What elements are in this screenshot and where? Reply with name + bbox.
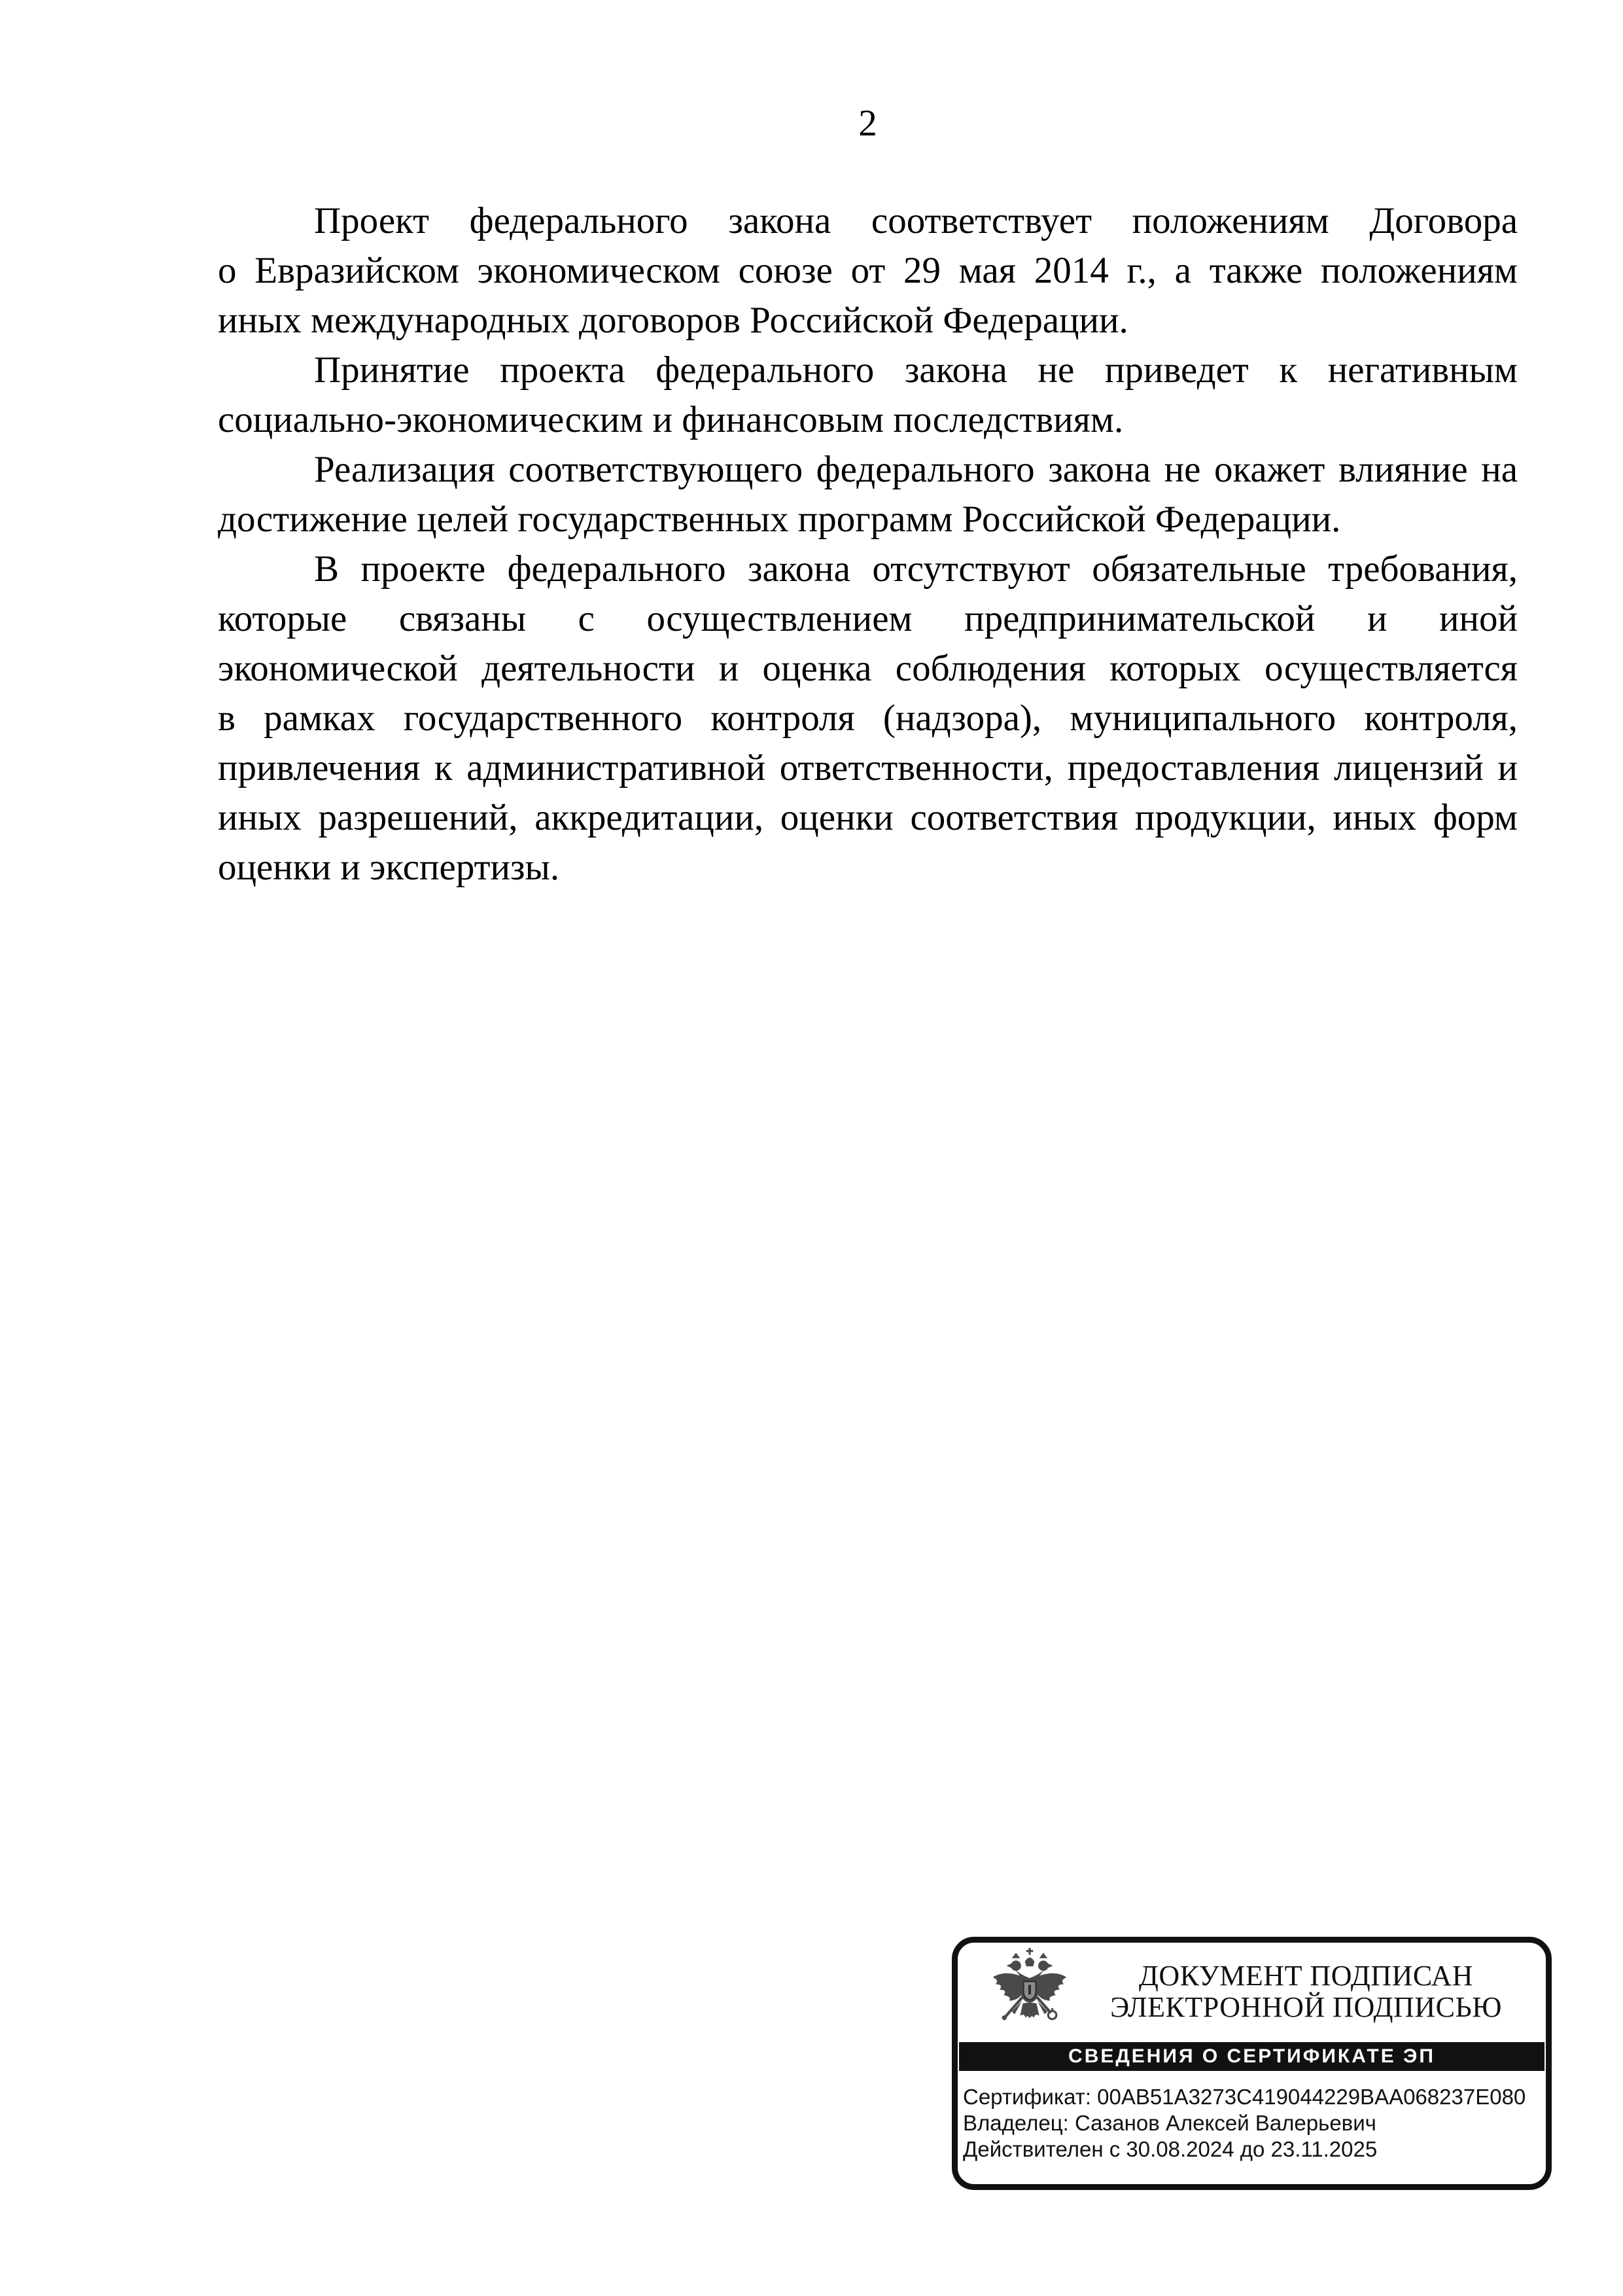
russia-coat-of-arms-icon [986,1947,1073,2036]
paragraph-line: социально-экономическим и финансовым последствиям. [218,399,1124,440]
page-number: 2 [858,103,877,144]
paragraph-line: иных международных договоров Российской Федерации. [218,300,1128,341]
document-body [218,196,1518,892]
paragraph-line: о Евразийском экономическом союзе от 29 мая 2014 г., а также положениям [218,250,1518,291]
stamp-header [958,1943,1546,2041]
paragraph-line: в рамках государственного контроля (надзора), муниципального контроля, [218,698,1518,739]
paragraph-line: Реализация соответствующего федерального закона не окажет влияние на [314,449,1518,490]
paragraph-line: достижение целей государственных программ Российской Федерации. [218,499,1341,540]
electronic-signature-stamp [952,1937,1552,2190]
stamp-owner: Владелец: Сазанов Алексей Валерьевич [963,2111,1376,2135]
paragraph-line: привлечения к административной ответственности, предоставления лицензий и [218,747,1518,788]
stamp-title [1073,1960,1546,2023]
stamp-section-header: СВЕДЕНИЯ О СЕРТИФИКАТЕ ЭП [959,2042,1544,2071]
stamp-title-line2: ЭЛЕКТРОННОЙ ПОДПИСЬЮ [1110,1991,1502,2023]
stamp-certificate-info [958,2071,1546,2163]
stamp-certificate-number: Сертификат: 00AB51A3273C419044229BAA068237E080 [963,2085,1526,2109]
paragraph-line: Принятие проекта федерального закона не приведет к негативным [314,349,1518,391]
stamp-title-line1: ДОКУМЕНТ ПОДПИСАН [1138,1960,1474,1992]
paragraph-line: Проект федерального закона соответствует положениям Договора [314,200,1518,241]
paragraph-line: В проекте федерального закона отсутствуют обязательные требования, [314,548,1518,590]
paragraph-line: иных разрешений, аккредитации, оценки соответствия продукции, иных форм [218,797,1518,838]
paragraph-line: экономической деятельности и оценка соблюдения которых осуществляется [218,648,1518,689]
stamp-validity: Действителен с 30.08.2024 до 23.11.2025 [963,2137,1378,2161]
paragraph-line: оценки и экспертизы. [218,847,560,888]
paragraph-line: которые связаны с осуществлением предпринимательской и иной [218,598,1518,639]
